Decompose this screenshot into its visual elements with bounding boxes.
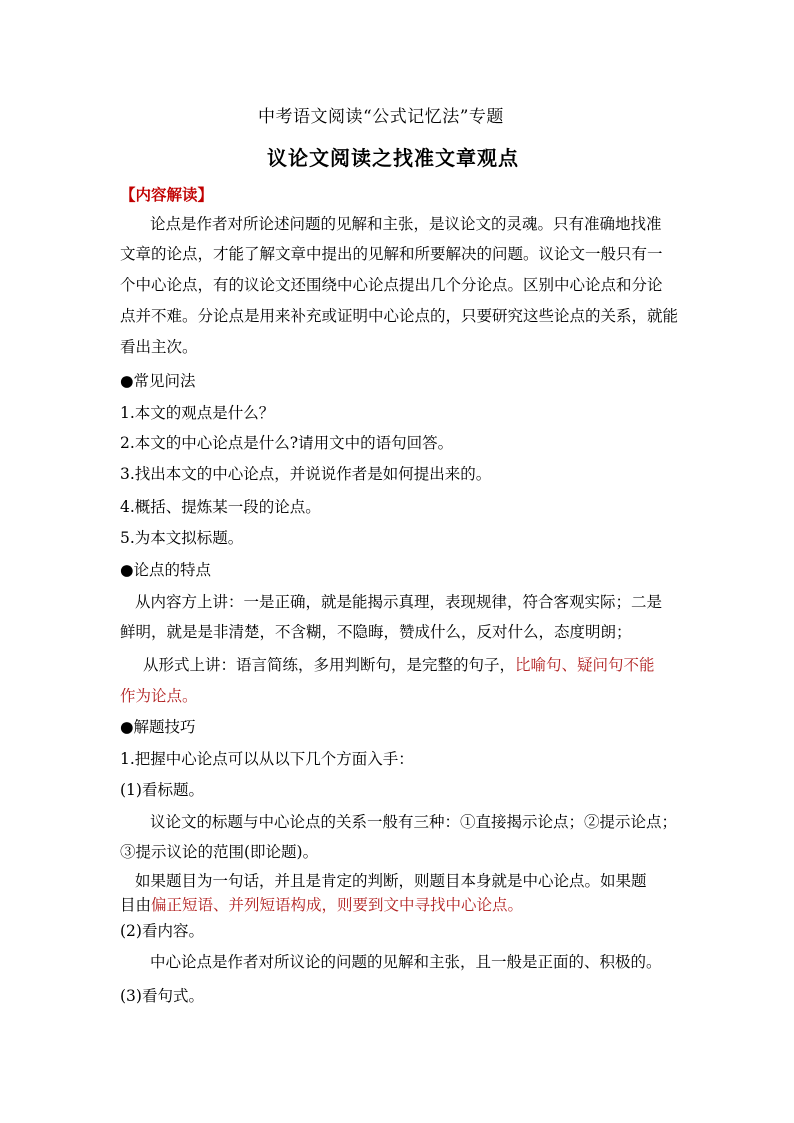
features-heading: ●论点的特点 [120,561,212,579]
tips-subheading-sentence: (3)看句式。 [120,987,204,1005]
tips-text: 目由 [120,896,152,914]
list-item: 4.概括、提炼某一段的论点。 [120,498,321,516]
list-item: 2.本文的中心论点是什么?请用文中的语句回答。 [120,434,454,452]
list-item: 1.本文的观点是什么？ [120,404,275,422]
tips-title-line: 议论文的标题与中心论点的关系一般有三种：①直接揭示论点；②提示论点； [150,813,678,831]
common-questions-heading: ●常见问法 [120,372,196,390]
features-form-highlight-line: 作为论点。 [120,687,198,705]
intro-line: 看出主次。 [120,338,198,356]
tips-title-line [120,894,523,916]
features-content-line: 鲜明，就是是非清楚，不含糊，不隐晦，赞成什么，反对什么，态度明朗； [120,623,632,641]
form-text: 从形式上讲：语言简练，多用判断句，是完整的句子， [143,656,516,674]
intro-line: 个中心论点，有的议论文还围绕中心论点提出几个分论点。区别中心论点和分论 [120,276,663,294]
tips-subheading-content: (2)看内容。 [120,922,204,940]
tips-heading: ●解题技巧 [120,718,196,736]
list-item: 5.为本文拟标题。 [120,529,244,547]
tips-title-line: ③提示议论的范围(即论题)。 [120,843,319,861]
document-title: 议论文阅读之找准文章观点 [267,146,519,170]
intro-line: 论点是作者对所论述问题的见解和主张，是议论文的灵魂。只有准确地找准 [150,215,662,233]
tips-title-line: 如果题目为一句话，并且是肯定的判断，则题目本身就是中心论点。如果题 [135,872,647,890]
features-content-line: 从内容方上讲：一是正确，就是能揭示真理，表现规律，符合客观实际；二是 [135,593,663,611]
tips-content-line: 中心论点是作者对所议论的问题的见解和主张，且一般是正面的、积极的。 [150,953,662,971]
features-form-line [143,654,655,676]
intro-line: 文章的论点，才能了解文章中提出的见解和所要解决的问题。议论文一般只有一 [120,245,663,263]
tips-point-1: 1.把握中心论点可以从以下几个方面入手： [120,750,414,768]
list-item: 3.找出本文的中心论点，并说说作者是如何提出来的。 [120,465,492,483]
tips-highlight-text: 偏正短语、并列短语构成，则要到文中寻找中心论点。 [151,896,524,914]
document-subtitle: 中考语文阅读“公式记忆法”专题 [258,107,504,127]
tips-subheading-title: (1)看标题。 [120,781,204,799]
form-highlight-text: 比喻句、疑问句不能 [515,656,655,674]
intro-line: 点并不难。分论点是用来补充或证明中心论点的，只要研究这些论点的关系，就能 [120,307,679,325]
section-tag-content-explanation: 【内容解读】 [120,185,214,204]
